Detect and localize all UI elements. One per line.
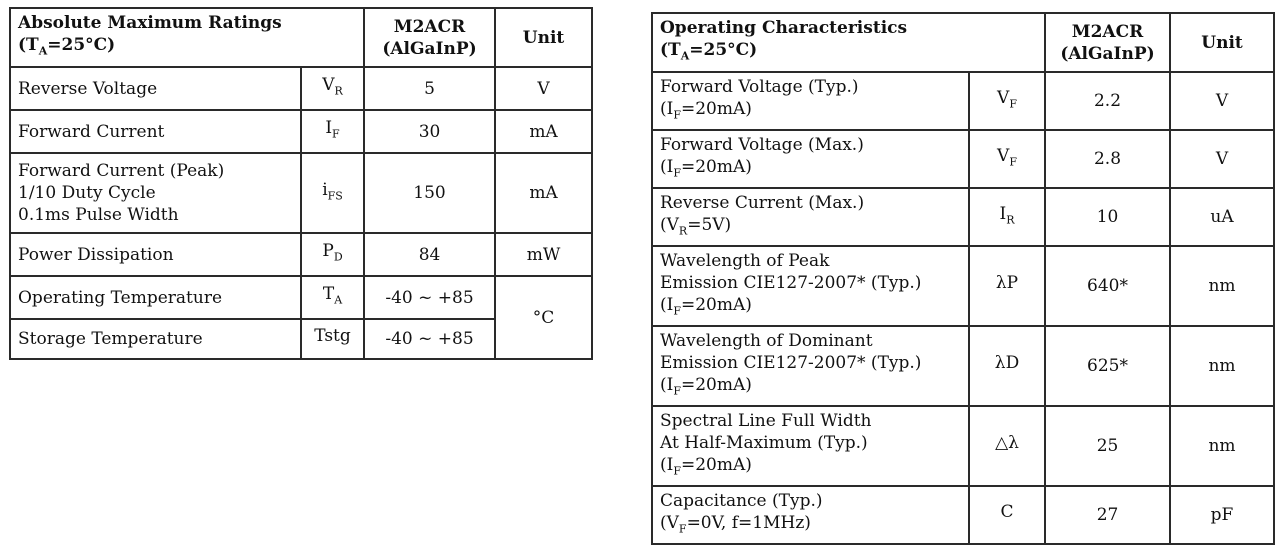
- unit-cell: pF: [1170, 486, 1274, 544]
- unit-cell: °C: [495, 276, 592, 359]
- abs-condition: $(T_A=25^\circ C)$: [18, 35, 116, 58]
- unit-cell: V: [1170, 72, 1274, 130]
- symbol-cell: $V_R$: [301, 67, 364, 110]
- op-model-header: M2ACR (AlGaInP): [1045, 13, 1170, 72]
- symbol-cell: $P_D$: [301, 233, 364, 276]
- value-cell: 640*: [1045, 246, 1170, 326]
- param-cell: Forward Voltage (Max.) $(I_F=20mA)$: [652, 130, 969, 188]
- table-row: [652, 188, 1274, 246]
- symbol-cell: △λ: [969, 406, 1045, 486]
- symbol-cell: $I_F$: [301, 110, 364, 153]
- unit-cell: mA: [495, 153, 592, 233]
- abs-title: Absolute Maximum Ratings: [18, 13, 282, 34]
- value-cell: -40 ~ +85: [364, 276, 495, 319]
- value-cell: 625*: [1045, 326, 1170, 406]
- abs-unit-header: Unit: [495, 8, 592, 67]
- op-title-cell: [652, 13, 1045, 72]
- param-cell: Forward Voltage (Typ.) $(I_F=20mA)$: [652, 72, 969, 130]
- table-row: [652, 406, 1274, 486]
- symbol-cell: $T_A$: [301, 276, 364, 319]
- param-cell: Reverse Current (Max.) $(V_R=5V)$: [652, 188, 969, 246]
- unit-cell: nm: [1170, 326, 1274, 406]
- value-cell: 5: [364, 67, 495, 110]
- abs-title-cell: [10, 8, 364, 67]
- table-row: [652, 130, 1274, 188]
- abs-header-row: [10, 8, 592, 67]
- symbol-cell: $I_R$: [969, 188, 1045, 246]
- value-cell: -40 ~ +85: [364, 319, 495, 359]
- symbol-cell: Tstg: [301, 319, 364, 359]
- table-row: [10, 153, 592, 233]
- param-cell: Forward Current (Peak) 1/10 Duty Cycle 0.1ms Pulse Width: [10, 153, 301, 233]
- table-row: [652, 72, 1274, 130]
- table-row: [10, 67, 592, 110]
- value-cell: 84: [364, 233, 495, 276]
- param-cell: Spectral Line Full Width At Half-Maximum (Typ.) $(I_F=20mA)$: [652, 406, 969, 486]
- unit-cell: V: [1170, 130, 1274, 188]
- table-row: [10, 233, 592, 276]
- table-row: [652, 486, 1274, 544]
- table-row: [10, 110, 592, 153]
- param-cell: Power Dissipation: [10, 233, 301, 276]
- symbol-cell: λD: [969, 326, 1045, 406]
- unit-cell: V: [495, 67, 592, 110]
- value-cell: 30: [364, 110, 495, 153]
- unit-cell: uA: [1170, 188, 1274, 246]
- absolute-maximum-ratings-table: [9, 7, 593, 360]
- operating-characteristics-table: [651, 12, 1275, 545]
- value-cell: 150: [364, 153, 495, 233]
- unit-cell: mA: [495, 110, 592, 153]
- table-row: [652, 246, 1274, 326]
- value-cell: 10: [1045, 188, 1170, 246]
- unit-cell: nm: [1170, 406, 1274, 486]
- symbol-cell: $i_{FS}$: [301, 153, 364, 233]
- unit-cell: mW: [495, 233, 592, 276]
- symbol-cell: $V_F$: [969, 130, 1045, 188]
- op-title: Operating Characteristics: [660, 18, 908, 39]
- param-cell: Capacitance (Typ.) ($V_F=0V$, f=1MHz): [652, 486, 969, 544]
- op-unit-header: Unit: [1170, 13, 1274, 72]
- param-cell: Storage Temperature: [10, 319, 301, 359]
- param-cell: Reverse Voltage: [10, 67, 301, 110]
- value-cell: 27: [1045, 486, 1170, 544]
- op-condition: $(T_A=25^\circ C)$: [660, 40, 758, 63]
- symbol-cell: λP: [969, 246, 1045, 326]
- param-cell: Wavelength of Dominant Emission CIE127-2007* (Typ.) $(I_F=20mA)$: [652, 326, 969, 406]
- table-row: [10, 276, 592, 319]
- abs-model-header: M2ACR (AlGaInP): [364, 8, 495, 67]
- symbol-cell: C: [969, 486, 1045, 544]
- param-cell: Wavelength of Peak Emission CIE127-2007* (Typ.) $(I_F=20mA)$: [652, 246, 969, 326]
- table-row: [652, 326, 1274, 406]
- value-cell: 25: [1045, 406, 1170, 486]
- symbol-cell: $V_F$: [969, 72, 1045, 130]
- value-cell: 2.2: [1045, 72, 1170, 130]
- value-cell: 2.8: [1045, 130, 1170, 188]
- op-header-row: [652, 13, 1274, 72]
- param-cell: Forward Current: [10, 110, 301, 153]
- param-cell: Operating Temperature: [10, 276, 301, 319]
- unit-cell: nm: [1170, 246, 1274, 326]
